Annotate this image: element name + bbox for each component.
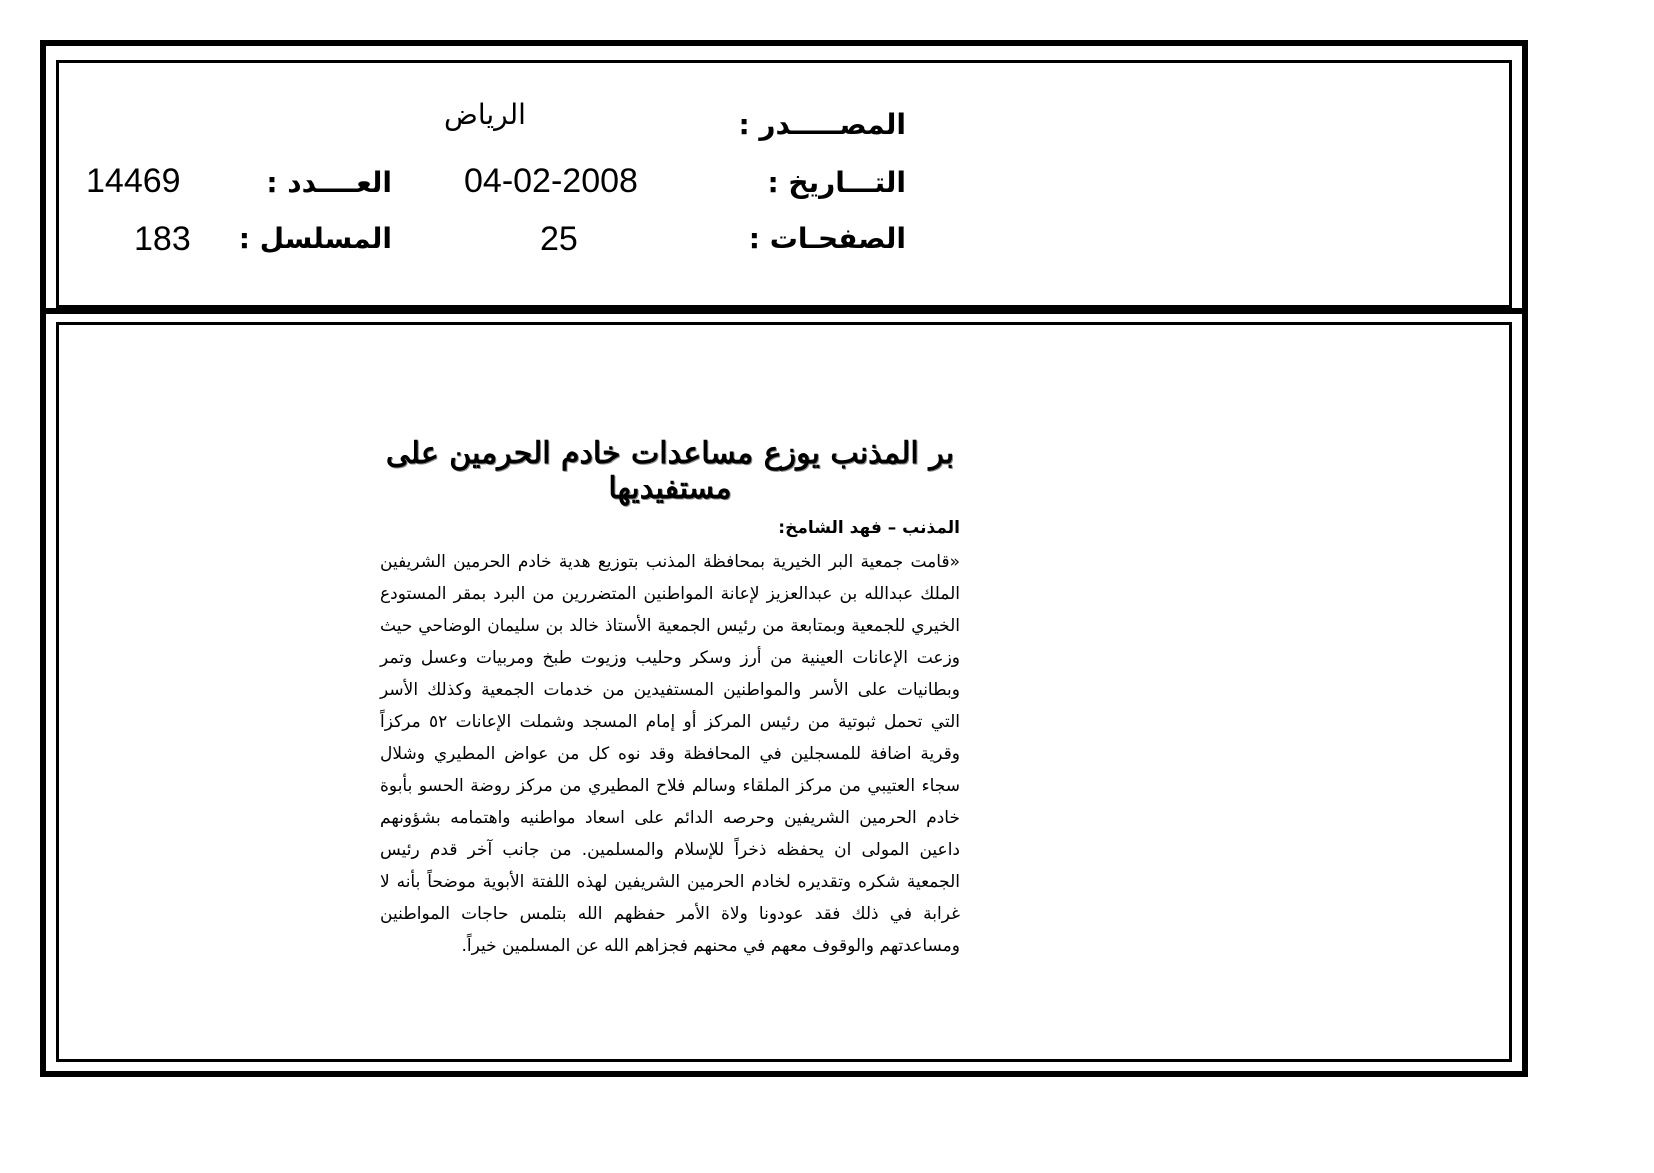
- pages-value: 25: [540, 220, 578, 258]
- article-body: «قامت جمعية البر الخيرية بمحافظة المذنب بتوزيع هدية خادم الحرمين الشريفين الملك عبدالله بن عبدالعزيز لإعانة المواطنين المتضررين من البرد بمقر المستودع الخيري للجمعية وبمتابعة من رئيس الجمعية الأستاذ خالد بن سليمان الوضاحي حيث وزعت الإعانات العينية من أرز وسكر وحليب وزيوت طبخ ومربيات وعسل وتمر وبطانيات على الأسر والمواطنين المستفيدين من خدمات الجمعية وكذلك الأسر التي تحمل ثبوتية من رئيس المركز أو إمام المسجد وشملت الإعانات ٥٢ مركزاً وقرية اضافة للمسجلين في المحافظة وقد نوه كل من عواض المطيري وشلال سجاء العتيبي من مركز الملقاء وسالم فلاح المطيري من مركز روضة الحسو بأبوة خادم الحرمين الشريفين وحرصه الدائم على اسعاد مواطنيه واهتمامه بشؤونهم داعين المولى ان يحفظه ذخراً للإسلام والمسلمين. من جانب آخر قدم رئيس الجمعية شكره وتقديره لخادم الحرمين الشريفين لهذه اللفتة الأبوية موضحاً بأنه لا غرابة في ذلك فقد عودونا ولاة الأمر حفظهم الله بتلمس حاجات المواطنين ومساعدتهم والوقوف معهم في محنهم فجزاهم الله عن المسلمين خيراً.: [380, 552, 960, 956]
- article-byline: المذنب – فهد الشامخ:: [778, 518, 960, 538]
- source-label: المصـــــدر :: [738, 108, 906, 141]
- pages-label: الصفحـات :: [748, 222, 906, 255]
- article: [380, 428, 960, 962]
- frame-divider: [40, 308, 1528, 314]
- issue-label: العــــدد :: [266, 166, 392, 199]
- serial-label: المسلسل :: [238, 222, 392, 255]
- serial-value: 183: [134, 220, 191, 258]
- issue-value: 14469: [86, 162, 181, 200]
- date-value: 04-02-2008: [464, 162, 638, 200]
- date-label: التـــاريخ :: [767, 166, 906, 199]
- source-value: الرياض: [444, 98, 526, 131]
- article-headline: بر المذنب يوزع مساعدات خادم الحرمين على مستفيديها: [385, 436, 955, 506]
